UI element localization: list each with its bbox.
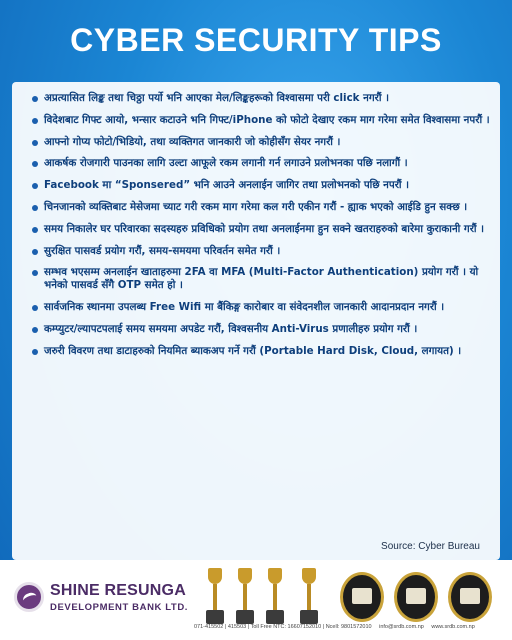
- phone-text: 071-415502 | 415503 | Toll Free NTC: 16607152010 | Ncell: 9801572010: [194, 624, 372, 630]
- tip-item: चिनजानको व्यक्तिबाट मेसेजमा च्याट गरी रकम माग गरेमा कल गरी एकीन गरौं - ह्याक भएको आईडि हुन सक्छ ।: [32, 201, 492, 214]
- tip-item: समय निकालेर घर परिवारका सदस्यहरु प्रविधिको प्रयोग तथा अनलाईनमा हुन सक्ने खतराहरुको बारेमा कुराकानी गरौं ।: [32, 223, 492, 236]
- tips-list: [32, 92, 492, 367]
- tip-item: सुरक्षित पासवर्ड प्रयोग गरौं, समय-समयमा परिवर्तन समेत गरौं ।: [32, 245, 492, 258]
- award-plaque-icon: [448, 572, 492, 622]
- award-plaque-icon: [394, 572, 438, 622]
- bank-name: SHINE RESUNGA: [50, 582, 186, 599]
- tip-item: सार्वजनिक स्थानमा उपलब्ध Free Wifi मा बैंकिङ्ग कारोबार वा संवेदनशील जानकारी आदानप्रदान नगरौं ।: [32, 301, 492, 314]
- tip-item: विदेशबाट गिफ्ट आयो, भन्सार कटाउने भनि गिफ्ट/iPhone को फोटो देखाए रकम माग गरेमा समेत विश्वासमा नपरौं ।: [32, 114, 492, 127]
- trophy-icon: [266, 568, 284, 626]
- bank-subtitle: DEVELOPMENT BANK LTD.: [50, 602, 189, 613]
- tip-item: Facebook मा “Sponsered” भनि आउने अनलाईन जागिर तथा प्रलोभनको पछि नपरौं ।: [32, 179, 492, 192]
- website-link[interactable]: www.srdb.com.np: [431, 624, 475, 630]
- source-credit: Source: Cyber Bureau: [381, 541, 480, 552]
- bank-logo-icon: [14, 582, 44, 612]
- tip-item: अप्रत्यासित लिङ्क तथा चिठ्ठा पर्यो भनि आएका मेल/लिङ्कहरूको विश्वासमा परी click नगरौं ।: [32, 92, 492, 105]
- page-title: CYBER SECURITY TIPS: [70, 22, 442, 58]
- tip-item: सम्भव भएसम्म अनलाईन खाताहरुमा 2FA वा MFA (Multi-Factor Authentication) प्रयोग गरौं । यो भनेको पासवर्ड सँगै OTP समेत हो ।: [32, 266, 492, 292]
- award-plaque-icon: [340, 572, 384, 622]
- tip-item: कम्प्युटर/ल्यापटपलाई समय समयमा अपडेट गरौं, विश्वसनीय Anti-Virus प्रणालीहरु प्रयोग गरौं ।: [32, 323, 492, 336]
- tips-card: [12, 82, 500, 560]
- contact-bar: [194, 624, 481, 630]
- tip-item: जरुरी विवरण तथा डाटाहरुको नियमित ब्याकअप गर्ने गरौं (Portable Hard Disk, Cloud, लगायत) ।: [32, 345, 492, 358]
- email-link[interactable]: info@srdb.com.np: [379, 624, 424, 630]
- trophy-icon: [236, 568, 254, 626]
- trophy-icon: [300, 568, 318, 626]
- trophy-icon: [206, 568, 224, 626]
- tip-item: आकर्षक रोजगारी पाउनका लागि उल्टा आफूले रकम लगानी गर्न लगाउने प्रलोभनका पछि नलागौं ।: [32, 157, 492, 170]
- tip-item: आफ्नो गोप्य फोटो/भिडियो, तथा व्यक्तिगत जानकारी जो कोहीसँग सेयर नगरौं ।: [32, 136, 492, 149]
